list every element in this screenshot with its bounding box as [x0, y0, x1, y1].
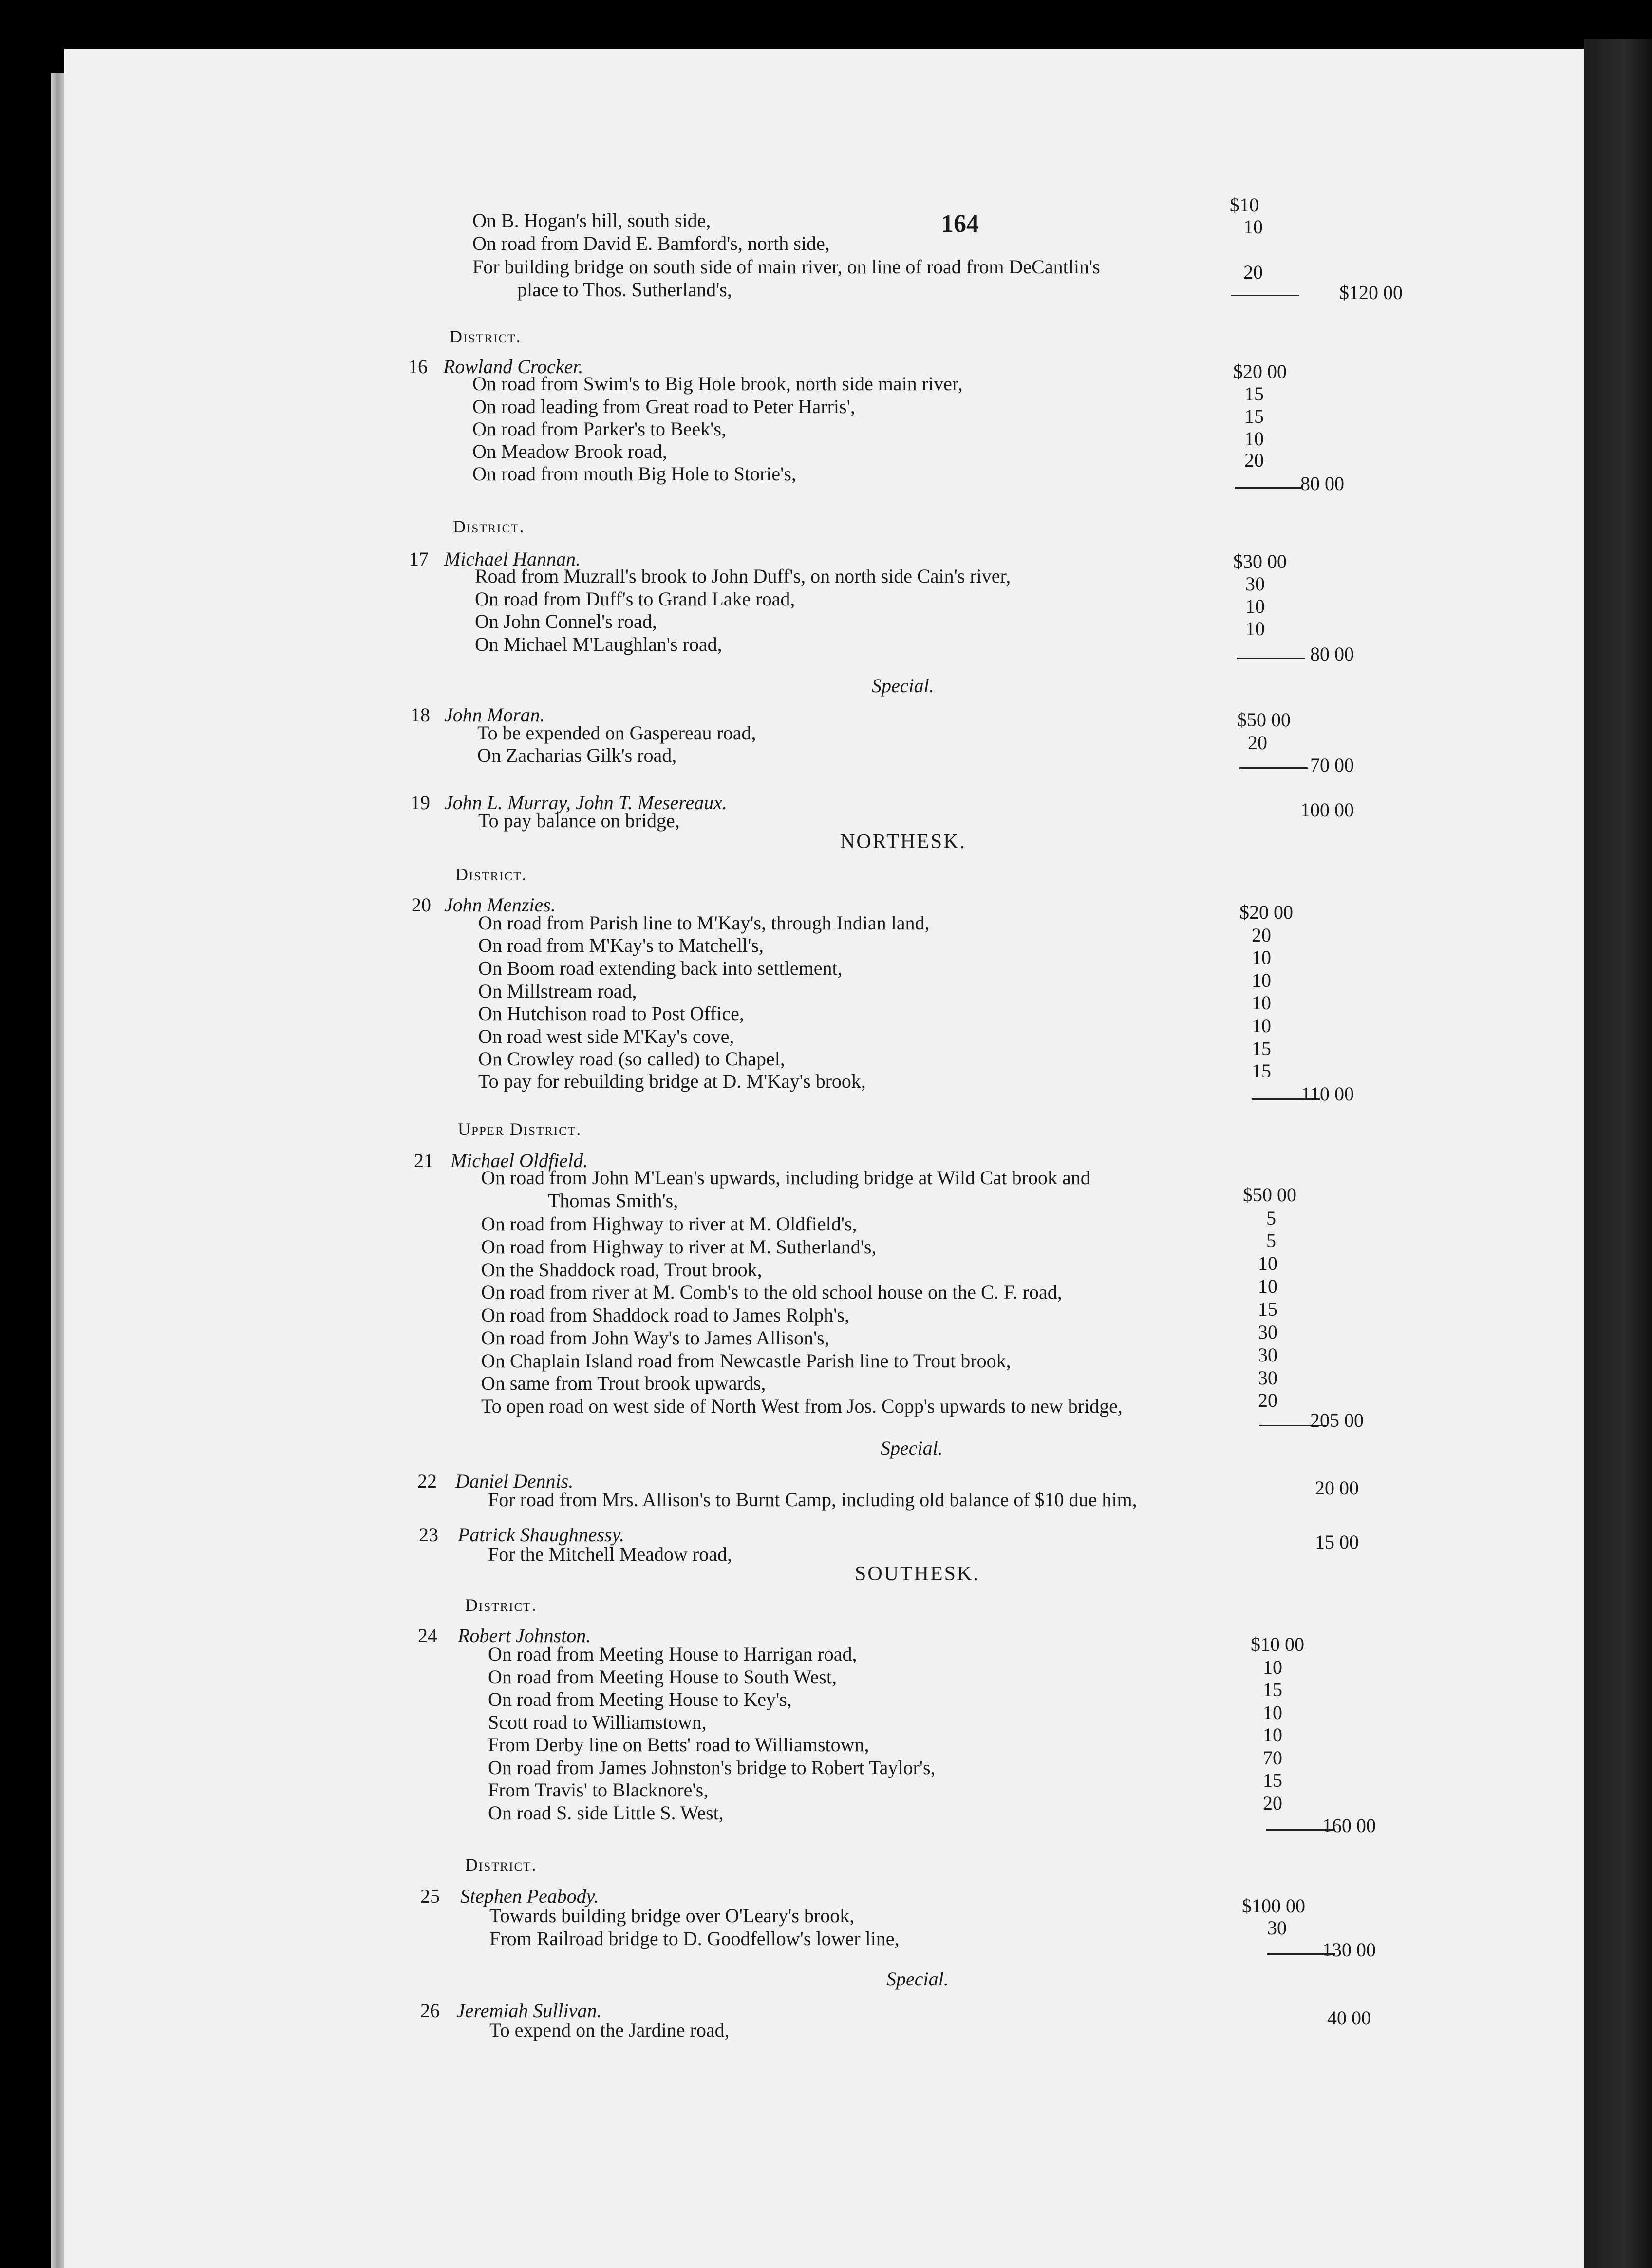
item-amount: 70 — [1263, 1747, 1282, 1769]
item-description: On road from Highway to river at M. Sutherland's, — [481, 1236, 877, 1258]
entry-total: 20 00 — [1315, 1477, 1359, 1499]
item-amount: 20 — [1252, 924, 1271, 946]
item-amount: $10 00 — [1251, 1633, 1304, 1655]
entry-number: 25 — [420, 1885, 440, 1907]
entry-name: Robert Johnston. — [458, 1625, 591, 1646]
entry-name: Patrick Shaughnessy. — [458, 1524, 625, 1546]
entry-total: 80 00 — [1310, 643, 1354, 665]
item-description: On road from Meeting House to Key's, — [488, 1688, 792, 1710]
entry-total: 130 00 — [1322, 1939, 1376, 1961]
item-amount: 10 — [1252, 969, 1271, 991]
item-amount: 20 — [1248, 732, 1267, 754]
item-amount: 10 — [1258, 1275, 1277, 1297]
item-amount: 20 — [1258, 1389, 1277, 1411]
item-description: From Railroad bridge to D. Goodfellow's lower line, — [489, 1928, 900, 1949]
entry-name: Daniel Dennis. — [455, 1470, 574, 1492]
entry-number: 20 — [412, 894, 431, 916]
item-description: To pay for rebuilding bridge at D. M'Kay's brook, — [478, 1070, 866, 1092]
item-description: On Meadow Brook road, — [472, 440, 667, 462]
entry-total: 40 00 — [1327, 2007, 1371, 2029]
item-description: On road from David E. Bamford's, north side, — [472, 232, 830, 254]
item-description: Scott road to Williamstown, — [488, 1711, 707, 1733]
item-description: On John Connel's road, — [475, 610, 657, 632]
item-description: On road from M'Kay's to Matchell's, — [478, 934, 764, 956]
item-amount: 10 — [1263, 1724, 1282, 1746]
section-heading: SOUTHESK. — [855, 1563, 980, 1585]
item-description: For the Mitchell Meadow road, — [488, 1543, 732, 1565]
item-description: On road from river at M. Comb's to the old school house on the C. F. road, — [481, 1281, 1062, 1303]
item-amount: 15 — [1263, 1679, 1282, 1701]
item-description: From Travis' to Blacknore's, — [488, 1779, 709, 1801]
item-amount: 15 — [1244, 405, 1264, 427]
item-amount: $50 00 — [1237, 709, 1291, 731]
item-amount: $20 00 — [1239, 901, 1293, 923]
item-description: To pay balance on bridge, — [478, 810, 680, 832]
item-description: On road from Meeting House to South West, — [488, 1666, 837, 1688]
item-amount: 20 — [1263, 1792, 1282, 1814]
entry-number: 18 — [411, 704, 430, 726]
item-amount: 10 — [1263, 1701, 1282, 1723]
section-label: Special. — [881, 1437, 943, 1459]
item-description: On Millstream road, — [478, 980, 637, 1002]
item-description: Towards building bridge over O'Leary's brook, — [489, 1905, 855, 1927]
entry-total: $120 00 — [1339, 282, 1403, 303]
item-amount: $20 00 — [1233, 360, 1287, 382]
item-description: On road leading from Great road to Peter Harris', — [472, 396, 855, 417]
section-label: District. — [453, 517, 525, 536]
entry-name: Stephen Peabody. — [460, 1885, 599, 1907]
item-description: On Hutchison road to Post Office, — [478, 1002, 744, 1024]
entry-total: 70 00 — [1310, 754, 1354, 776]
item-amount: 10 — [1245, 595, 1265, 617]
entry-name: Michael Oldfield. — [451, 1150, 588, 1172]
entry-number: 19 — [411, 792, 430, 813]
entry-name: Jeremiah Sullivan. — [456, 2000, 602, 2022]
item-description: On road from John Way's to James Allison's, — [481, 1327, 829, 1349]
entry-name: John L. Murray, John T. Mesereaux. — [444, 792, 728, 813]
item-description: On same from Trout brook upwards, — [481, 1372, 766, 1394]
section-label: District. — [450, 327, 522, 346]
item-amount: 10 — [1252, 1015, 1271, 1037]
item-amount: 30 — [1245, 573, 1265, 595]
item-amount: 15 — [1244, 383, 1264, 405]
section-label: Special. — [886, 1968, 949, 1990]
item-description: On Zacharias Gilk's road, — [477, 744, 677, 766]
entry-total: 160 00 — [1322, 1814, 1376, 1836]
entry-total: 205 00 — [1310, 1409, 1364, 1431]
item-description: On road S. side Little S. West, — [488, 1802, 724, 1824]
item-description: From Derby line on Betts' road to Williamstown, — [488, 1734, 869, 1756]
total-rule — [1231, 295, 1299, 296]
section-label: Upper District. — [458, 1119, 582, 1139]
entry-name: John Menzies. — [444, 894, 556, 916]
item-description: For road from Mrs. Allison's to Burnt Camp, including old balance of $10 due him, — [488, 1489, 1137, 1511]
item-description: On road from Duff's to Grand Lake road, — [475, 588, 795, 610]
item-amount: 30 — [1267, 1917, 1287, 1939]
item-amount: 15 — [1263, 1769, 1282, 1791]
entry-number: 17 — [409, 548, 429, 570]
item-amount: 5 — [1266, 1229, 1276, 1251]
entry-total: 80 00 — [1300, 472, 1344, 494]
item-description: To be expended on Gaspereau road, — [477, 722, 756, 744]
item-amount: 30 — [1258, 1344, 1277, 1366]
item-description: Road from Muzrall's brook to John Duff's, on north side Cain's river, — [475, 565, 1011, 587]
item-description: On road from Swim's to Big Hole brook, north side main river, — [472, 373, 963, 395]
item-description: On road from Meeting House to Harrigan road, — [488, 1643, 857, 1665]
entry-number: 22 — [417, 1470, 437, 1492]
item-description: To open road on west side of North West from Jos. Copp's upwards to new bridge, — [481, 1395, 1123, 1417]
item-description: On road from Highway to river at M. Oldfield's, — [481, 1213, 857, 1235]
item-amount: 15 — [1252, 1060, 1271, 1082]
entry-number: 26 — [420, 2000, 440, 2022]
item-amount: 15 — [1258, 1298, 1277, 1320]
item-amount: 5 — [1266, 1207, 1276, 1229]
entry-number: 16 — [408, 356, 428, 378]
entry-name: Michael Hannan. — [444, 548, 581, 570]
item-amount: 20 — [1244, 449, 1264, 471]
entry-name: Rowland Crocker. — [443, 356, 583, 378]
item-description: On road from James Johnston's bridge to Robert Taylor's, — [488, 1757, 936, 1778]
item-description: On road from John M'Lean's upwards, including bridge at Wild Cat brook and — [481, 1167, 1090, 1189]
page-number: 164 — [941, 210, 979, 238]
entry-total: 110 00 — [1301, 1083, 1354, 1105]
entry-total: 100 00 — [1300, 799, 1354, 821]
document-page — [64, 49, 1584, 2268]
item-description: place to Thos. Sutherland's, — [517, 279, 732, 301]
item-description: On road from Parish line to M'Kay's, through Indian land, — [478, 912, 930, 934]
section-label: District. — [465, 1855, 537, 1874]
entry-total: 15 00 — [1315, 1531, 1359, 1553]
item-description: On B. Hogan's hill, south side, — [472, 209, 711, 231]
item-amount: 10 — [1245, 618, 1265, 640]
item-amount: 10 — [1252, 992, 1271, 1014]
item-description: On Crowley road (so called) to Chapel, — [478, 1048, 785, 1070]
section-label: Special. — [872, 675, 934, 697]
entry-number: 24 — [418, 1625, 437, 1646]
item-description: On Boom road extending back into settlement, — [478, 957, 843, 979]
item-description: For building bridge on south side of main river, on line of road from DeCantlin's — [472, 256, 1100, 278]
item-description: Thomas Smith's, — [548, 1190, 678, 1211]
item-amount: 10 — [1244, 428, 1264, 450]
item-amount: 30 — [1258, 1367, 1277, 1389]
item-description: On Chaplain Island road from Newcastle Parish line to Trout brook, — [481, 1350, 1011, 1372]
section-label: District. — [465, 1595, 537, 1615]
item-description: On road west side M'Kay's cove, — [478, 1025, 734, 1047]
section-label: District. — [455, 865, 527, 884]
item-description: On road from Shaddock road to James Rolph's, — [481, 1304, 849, 1326]
item-amount: 15 — [1252, 1038, 1271, 1059]
item-amount: 10 — [1263, 1656, 1282, 1678]
item-description: On Michael M'Laughlan's road, — [475, 633, 722, 655]
book-cover-edge — [1584, 39, 1652, 2268]
item-description: On road from Parker's to Beek's, — [472, 418, 726, 440]
item-description: On road from mouth Big Hole to Storie's, — [472, 463, 796, 485]
item-amount: 30 — [1258, 1321, 1277, 1343]
item-amount: $10 — [1230, 194, 1259, 216]
item-amount: $30 00 — [1233, 550, 1287, 572]
item-amount: 10 — [1252, 946, 1271, 968]
section-heading: NORTHESK. — [840, 831, 966, 853]
entry-number: 21 — [414, 1150, 433, 1172]
item-amount: 10 — [1243, 216, 1263, 238]
item-description: On the Shaddock road, Trout brook, — [481, 1259, 762, 1281]
item-description: To expend on the Jardine road, — [489, 2019, 730, 2041]
item-amount: $50 00 — [1243, 1184, 1296, 1206]
entry-number: 23 — [419, 1524, 438, 1546]
entry-name: John Moran. — [444, 704, 545, 726]
item-amount: 10 — [1258, 1252, 1277, 1274]
item-amount: $100 00 — [1242, 1895, 1305, 1917]
item-amount: 20 — [1243, 261, 1263, 283]
